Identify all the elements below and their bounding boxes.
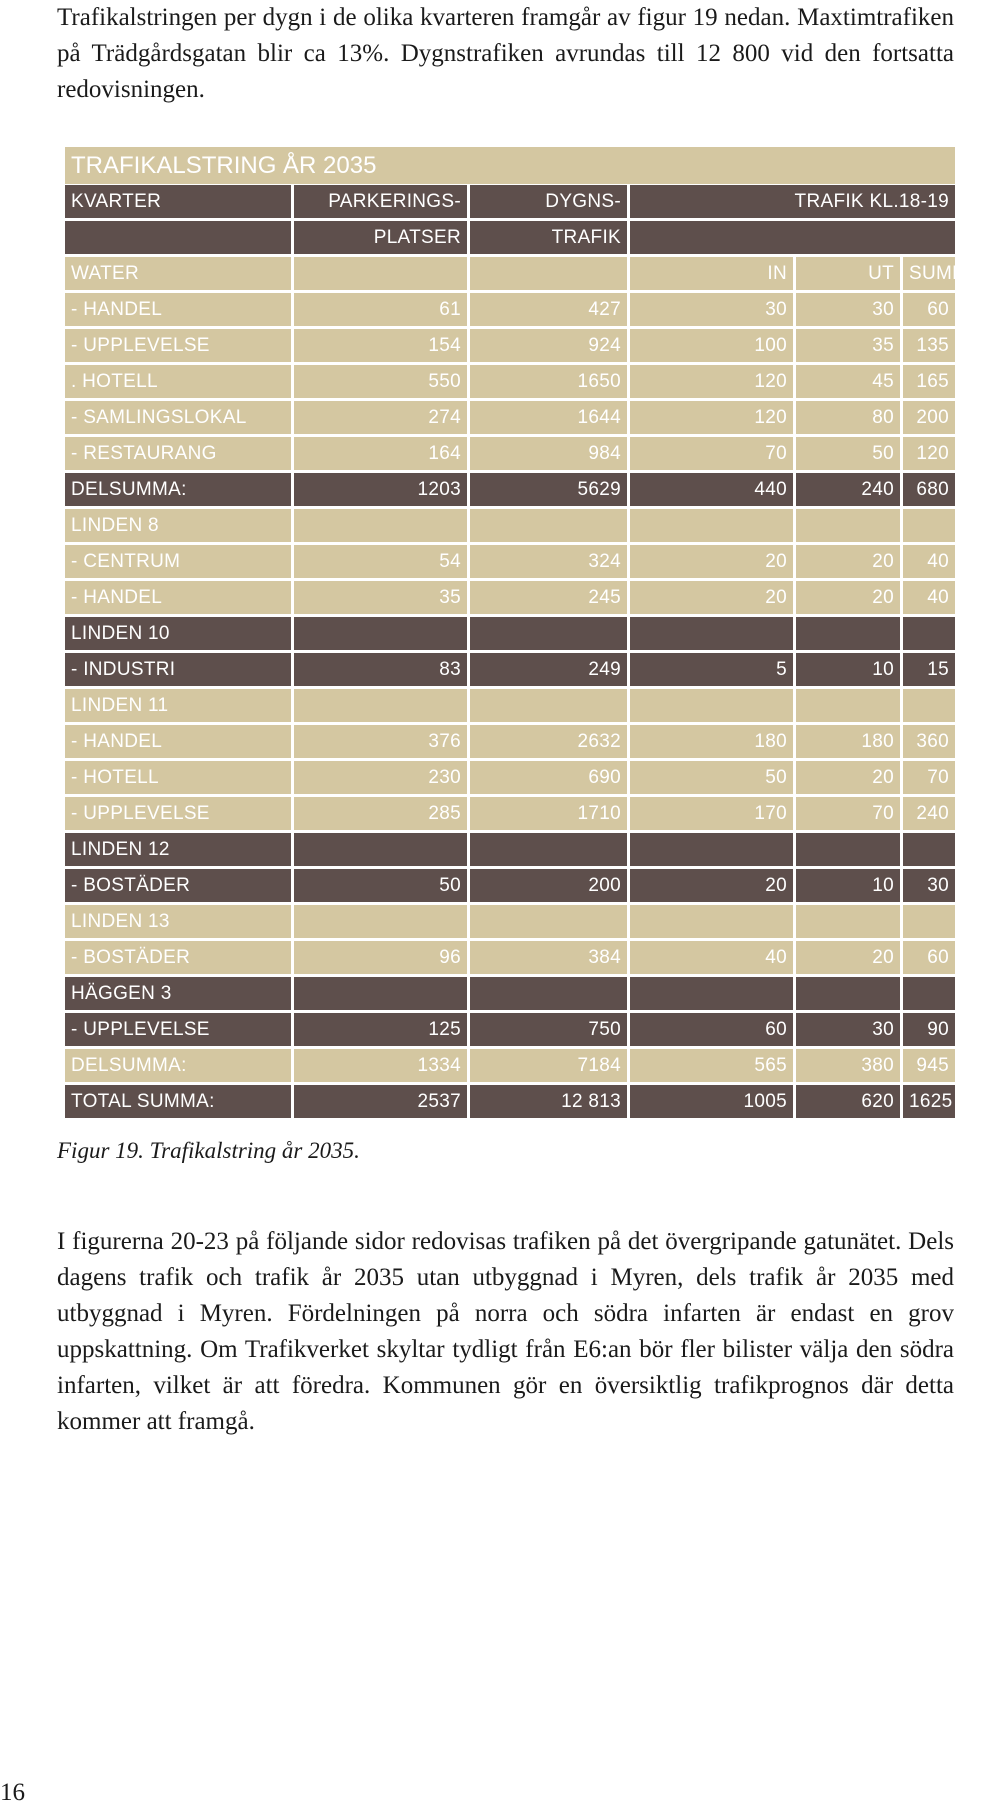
header-parkerings: PARKERINGS-: [294, 185, 467, 218]
cell-summa: [903, 617, 955, 650]
cell-kvarter: DELSUMMA:: [65, 1049, 291, 1082]
cell-in: [630, 617, 793, 650]
cell-ut: 80: [796, 401, 900, 434]
cell-summa: 240: [903, 797, 955, 830]
cell-dygnstrafik: 427: [470, 293, 627, 326]
table-row: [65, 833, 955, 866]
table-row: [65, 869, 955, 902]
cell-parkering: [294, 977, 467, 1010]
cell-dygnstrafik: 690: [470, 761, 627, 794]
cell-ut: [796, 905, 900, 938]
table-row: [65, 329, 955, 362]
table-row: [65, 977, 955, 1010]
cell-summa: 945: [903, 1049, 955, 1082]
cell-summa: 120: [903, 437, 955, 470]
cell-in: 20: [630, 545, 793, 578]
page-number: 16: [0, 1779, 25, 1806]
cell-summa: 165: [903, 365, 955, 398]
cell-in: [630, 689, 793, 722]
cell-summa: 135: [903, 329, 955, 362]
cell-summa: 680: [903, 473, 955, 506]
cell-summa: 1625: [903, 1085, 955, 1118]
cell-in: 440: [630, 473, 793, 506]
cell-ut: [796, 509, 900, 542]
cell-dygnstrafik: [470, 833, 627, 866]
cell-summa: [903, 977, 955, 1010]
table-row: [65, 509, 955, 542]
cell-kvarter: LINDEN 11: [65, 689, 291, 722]
cell-summa: 200: [903, 401, 955, 434]
cell-ut: 380: [796, 1049, 900, 1082]
cell-ut: 30: [796, 293, 900, 326]
cell-parkering: [294, 509, 467, 542]
cell-parkering: 164: [294, 437, 467, 470]
cell-kvarter: LINDEN 12: [65, 833, 291, 866]
cell-kvarter: LINDEN 13: [65, 905, 291, 938]
cell-ut: 180: [796, 725, 900, 758]
table-row: [65, 437, 955, 470]
cell-in: [630, 905, 793, 938]
cell-summa: 60: [903, 293, 955, 326]
cell-in: 180: [630, 725, 793, 758]
table-header-row-1: [65, 185, 955, 218]
cell-parkering: 35: [294, 581, 467, 614]
cell-dygnstrafik: 249: [470, 653, 627, 686]
header-trafik: TRAFIK KL.18-19: [630, 185, 955, 218]
cell-kvarter: WATER: [65, 257, 291, 290]
cell-summa: 60: [903, 941, 955, 974]
cell-parkering: 61: [294, 293, 467, 326]
table-row: [65, 401, 955, 434]
header-empty: [65, 221, 291, 254]
table-row: [65, 689, 955, 722]
cell-kvarter: - HANDEL: [65, 725, 291, 758]
cell-in: 70: [630, 437, 793, 470]
cell-parkering: 376: [294, 725, 467, 758]
table-row: [65, 1085, 955, 1118]
table-row: [65, 797, 955, 830]
cell-parkering: 54: [294, 545, 467, 578]
cell-ut: [796, 833, 900, 866]
cell-kvarter: DELSUMMA:: [65, 473, 291, 506]
cell-ut: 45: [796, 365, 900, 398]
cell-in: 1005: [630, 1085, 793, 1118]
cell-parkering: [294, 617, 467, 650]
cell-ut: 10: [796, 653, 900, 686]
cell-ut: 10: [796, 869, 900, 902]
cell-in: 30: [630, 293, 793, 326]
cell-ut: [796, 689, 900, 722]
cell-parkering: [294, 257, 467, 290]
cell-ut: 20: [796, 941, 900, 974]
cell-in: 170: [630, 797, 793, 830]
table-row: [65, 761, 955, 794]
cell-in: 60: [630, 1013, 793, 1046]
cell-in: 120: [630, 365, 793, 398]
header-platser: PLATSER: [294, 221, 467, 254]
cell-parkering: 83: [294, 653, 467, 686]
cell-kvarter: - RESTAURANG: [65, 437, 291, 470]
cell-dygnstrafik: 324: [470, 545, 627, 578]
cell-summa: 30: [903, 869, 955, 902]
cell-parkering: [294, 833, 467, 866]
cell-kvarter: - UPPLEVELSE: [65, 1013, 291, 1046]
cell-dygnstrafik: [470, 689, 627, 722]
cell-kvarter: HÄGGEN 3: [65, 977, 291, 1010]
cell-parkering: 96: [294, 941, 467, 974]
cell-summa: [903, 509, 955, 542]
cell-in: IN: [630, 257, 793, 290]
cell-parkering: 1203: [294, 473, 467, 506]
cell-parkering: [294, 905, 467, 938]
cell-dygnstrafik: 750: [470, 1013, 627, 1046]
cell-ut: 240: [796, 473, 900, 506]
cell-kvarter: - CENTRUM: [65, 545, 291, 578]
cell-dygnstrafik: [470, 617, 627, 650]
table-row: [65, 617, 955, 650]
cell-dygnstrafik: 384: [470, 941, 627, 974]
table-row: [65, 293, 955, 326]
cell-in: 50: [630, 761, 793, 794]
cell-summa: 15: [903, 653, 955, 686]
cell-dygnstrafik: 7184: [470, 1049, 627, 1082]
cell-parkering: [294, 689, 467, 722]
figure-caption: Figur 19. Trafikalstring år 2035.: [57, 1138, 360, 1163]
table-row: [65, 473, 955, 506]
cell-dygnstrafik: 5629: [470, 473, 627, 506]
intro-paragraph: Trafikalstringen per dygn i de olika kvarteren framgår av figur 19 nedan. Maxtimtrafiken på Trädgårdsgatan blir ca 13%. Dygnstrafiken avrundas till 12 800 vid den fortsatta redovisningen.: [57, 4, 954, 103]
cell-dygnstrafik: [470, 257, 627, 290]
cell-kvarter: LINDEN 8: [65, 509, 291, 542]
cell-in: [630, 509, 793, 542]
cell-kvarter: - INDUSTRI: [65, 653, 291, 686]
header-trafik-sub: TRAFIK: [470, 221, 627, 254]
cell-parkering: 230: [294, 761, 467, 794]
cell-ut: 20: [796, 761, 900, 794]
cell-summa: 40: [903, 545, 955, 578]
cell-in: 5: [630, 653, 793, 686]
table-row: [65, 905, 955, 938]
cell-in: 20: [630, 869, 793, 902]
cell-summa: [903, 833, 955, 866]
cell-kvarter: - HANDEL: [65, 581, 291, 614]
cell-kvarter: TOTAL SUMMA:: [65, 1085, 291, 1118]
cell-parkering: 154: [294, 329, 467, 362]
table-row: [65, 653, 955, 686]
cell-summa: [903, 689, 955, 722]
cell-kvarter: . HOTELL: [65, 365, 291, 398]
cell-summa: 70: [903, 761, 955, 794]
cell-ut: [796, 617, 900, 650]
cell-summa: 360: [903, 725, 955, 758]
cell-in: 120: [630, 401, 793, 434]
body-paragraph: I figurerna 20-23 på följande sidor redovisas trafiken på det övergripande gatunätet. Dels dagens trafik och trafik år 2035 utan utbyggnad i Myren, dels trafik år 2035 med utbyggnad i Myren. Fördelningen på norra och södra infarten är endast en grov uppskattning. Om Trafikverket skyltar tydligt från E6:an bör fler bilister välja den södra infarten, vilket är att föredra. Kommunen gör en översiktlig trafikprognos där detta kommer att framgå.: [57, 1228, 954, 1435]
cell-dygnstrafik: 924: [470, 329, 627, 362]
cell-in: 565: [630, 1049, 793, 1082]
cell-summa: 90: [903, 1013, 955, 1046]
cell-kvarter: - HANDEL: [65, 293, 291, 326]
table-row: [65, 365, 955, 398]
cell-parkering: 285: [294, 797, 467, 830]
table-title: TRAFIKALSTRING ÅR 2035: [65, 147, 955, 184]
cell-dygnstrafik: 1644: [470, 401, 627, 434]
table-row: [65, 1049, 955, 1082]
cell-dygnstrafik: 1710: [470, 797, 627, 830]
table-row: [65, 581, 955, 614]
cell-ut: UT: [796, 257, 900, 290]
cell-ut: [796, 977, 900, 1010]
table-header-row-2: [65, 221, 955, 254]
cell-in: [630, 977, 793, 1010]
cell-kvarter: - UPPLEVELSE: [65, 329, 291, 362]
cell-dygnstrafik: [470, 977, 627, 1010]
cell-dygnstrafik: 984: [470, 437, 627, 470]
table-body: [65, 185, 981, 1121]
cell-parkering: 50: [294, 869, 467, 902]
cell-summa: [903, 905, 955, 938]
cell-parkering: 1334: [294, 1049, 467, 1082]
cell-kvarter: LINDEN 10: [65, 617, 291, 650]
cell-kvarter: - HOTELL: [65, 761, 291, 794]
cell-ut: 70: [796, 797, 900, 830]
cell-dygnstrafik: [470, 905, 627, 938]
header-dygns: DYGNS-: [470, 185, 627, 218]
table-row: [65, 725, 955, 758]
cell-dygnstrafik: 245: [470, 581, 627, 614]
cell-parkering: 550: [294, 365, 467, 398]
cell-dygnstrafik: 200: [470, 869, 627, 902]
cell-kvarter: - BOSTÄDER: [65, 941, 291, 974]
cell-ut: 20: [796, 545, 900, 578]
cell-kvarter: - BOSTÄDER: [65, 869, 291, 902]
table-row: [65, 1013, 955, 1046]
header-blank: [630, 221, 955, 254]
cell-kvarter: - UPPLEVELSE: [65, 797, 291, 830]
traffic-generation-table: [65, 147, 981, 1119]
cell-ut: 620: [796, 1085, 900, 1118]
cell-dygnstrafik: 1650: [470, 365, 627, 398]
table-row: [65, 941, 955, 974]
cell-kvarter: - SAMLINGSLOKAL: [65, 401, 291, 434]
table-row: [65, 257, 981, 290]
cell-parkering: 2537: [294, 1085, 467, 1118]
cell-in: [630, 833, 793, 866]
cell-parkering: 125: [294, 1013, 467, 1046]
cell-dygnstrafik: 2632: [470, 725, 627, 758]
header-kvarter: KVARTER: [65, 185, 291, 218]
cell-in: 40: [630, 941, 793, 974]
cell-dygnstrafik: 12 813: [470, 1085, 627, 1118]
cell-ut: 35: [796, 329, 900, 362]
cell-parkering: 274: [294, 401, 467, 434]
cell-ut: 30: [796, 1013, 900, 1046]
cell-ut: 50: [796, 437, 900, 470]
table-row: [65, 545, 955, 578]
cell-summa: SUMMA: [903, 257, 955, 290]
cell-ut: 20: [796, 581, 900, 614]
cell-in: 20: [630, 581, 793, 614]
cell-summa: 40: [903, 581, 955, 614]
cell-in: 100: [630, 329, 793, 362]
cell-dygnstrafik: [470, 509, 627, 542]
